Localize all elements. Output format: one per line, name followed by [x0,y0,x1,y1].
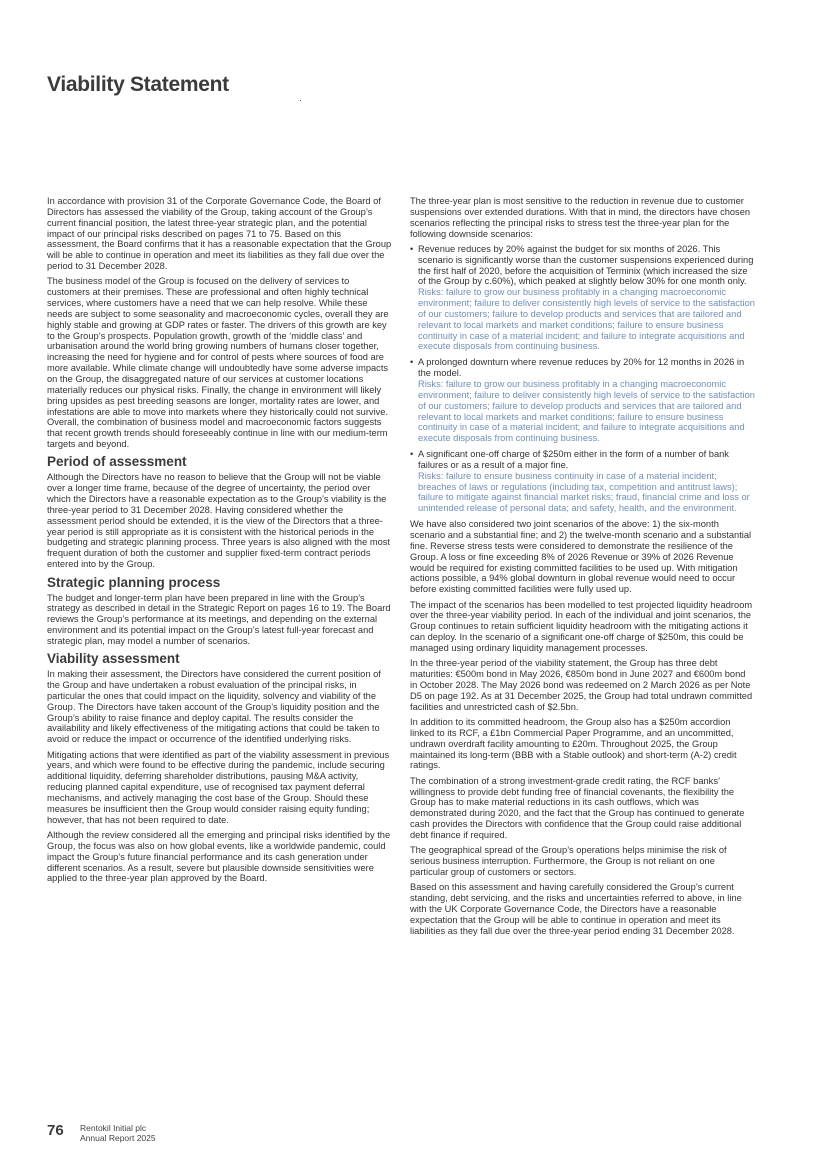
right-column [410,196,755,941]
page-title: Viability Statement [47,73,229,96]
period-of-assessment-heading: Period of assessment [47,454,187,470]
decorative-dot [300,100,301,101]
scenario-item [410,244,755,352]
page-number: 76 [47,1122,64,1139]
review-focus-paragraph: Although the review considered all the emerging and principal risks identified by the Group, the focus was also on how global events, like a worldwide pandemic, could impact the Group’s future financial performance and its cash generation under different scenarios. As a result, severe but plausible downside sensitivities were applied to the three-year plan approved by the Board. [47,830,391,884]
scenario-risks: Risks: failure to grow our business profitably in a changing macroeconomic environment; failure to deliver consistently high levels of service to the satisfaction of our customers; failure to develop products and services that are tailored and relevant to local markets and market conditions; failure to ensure business continuity in case of a material incident; and failure to integrate acquisitions and execute disposals from continuing business. [418,379,755,444]
intro-paragraph: In accordance with provision 31 of the Corporate Governance Code, the Board of Directors has assessed the viability of the Group, taking account of the Group’s current financial position, the latest three-year strategic plan, and the potential impact of our principal risks described on pages 71 to 75. Based on this assessment, the Board confirms that it has a reasonable expectation that the Group will be able to continue in operation and meet its liabilities as they fall due over the period to 31 December 2028. [47,196,392,272]
mitigating-actions-paragraph: Mitigating actions that were identified as part of the viability assessment in previous years, and which were found to be effective during the pandemic, include securing additional liquidity, deferring shareholder distributions, pausing M&A activity, reducing planned capital expenditure, use of recognised tax payment deferral mechanisms, and actively managing the cost base of the Group. Should these measures be insufficient then the Group would consider raising equity funding; however, that has not been required to date. [47,749,390,825]
scenario-list [410,244,755,514]
scenario-risks: Risks: failure to ensure business continuity in case of a material incident; breaches of laws or regulations (including tax, competition and antitrust laws); failure to mitigate against financial market risks; fraud, financial crime and loss or unintended release of personal data; and safety, health, and the environment. [418,470,750,514]
scenarios-intro-paragraph: The three-year plan is most sensitive to the reduction in revenue due to customer suspensions over extended durations. With that in mind, the directors have chosen scenarios reflecting the principal risks to stress test the three-year plan for the following downside scenarios: [410,196,751,239]
report-label [80,1123,156,1143]
debt-maturities-paragraph: In the three-year period of the viability statement, the Group has three debt maturities: €500m bond in May 2026, €850m bond in June 2027 and €600m bond in October 2028. The May 2026 bond was redeemed on 2 March 2026 as per Note D5 on page 192. As at 31 December 2025, the Group had total undrawn committed facilities and unrestricted cash of $2.5bn. [410,658,753,712]
business-model-paragraph: The business model of the Group is focused on the delivery of services to customers at their premises. These are professional and often highly technical services, where customers have a need that we can help resolve. While these needs are subject to some seasonality and macroeconomic cycles, overall they are highly stable and growing at GDP rates or faster. The drivers of this growth are key to the Group’s prospects. Population growth, growth of the ‘middle class’ and urbanisation around the world bring growing numbers of humans closer together, increasing the need for hygiene and for control of pests where sources of food are more available. While climate change will undoubtedly have some adverse impacts on the Group, the disaggregated nature of our services at customer locations materially reduces our physical risks. Finally, the change in environment will likely bring upsides as pest breeding seasons are longer, mortality rates are lower, and infestations are able to move into markets where they historically could not survive. Overall, the combination of business model and macroeconomic factors suggests that recent growth trends should foreseeably continue in line with our medium-term targets and beyond. [47,276,389,450]
company-name: Rentokil Initial plc [80,1123,147,1133]
scenario-text: A significant one-off charge of $250m either in the form of a number of bank failures or as a result of a major fine. [418,449,729,470]
scenario-text: Revenue reduces by 20% against the budget for six months of 2026. This scenario is significantly worse than the customer suspensions experienced during the first half of 2020, before the acquisition of Terminix (which increased the size of the Group by c.60%), which peaked at slightly below 30% for one month only. [418,243,754,287]
scenario-text: A prolonged downturn where revenue reduces by 20% for 12 months in 2026 in the model. [418,357,745,379]
conclusion-paragraph: Based on this assessment and having carefully considered the Group’s current standing, debt servicing, and the risks and uncertainties referred to above, in line with the UK Corporate Governance Code, the Directors have a reasonable expectation that the Group will be able to continue in operation and meet its liabilities as they fall due over the three-year period ending 31 December 2028. [410,882,742,936]
scenario-item [410,357,755,444]
left-column [47,196,392,889]
credit-rating-paragraph: The combination of a strong investment-grade credit rating, the RCF banks’ willingness to provide debt funding free of financial covenants, the flexibility the Group has to make material reductions in its cash outflows, which was demonstrated during 2020, and the fact that the Group has continued to generate cash provides the Directors with confidence that the Group could raise additional debt finance if required. [410,775,745,840]
scenario-risks: Risks: failure to grow our business profitably in a changing macroeconomic environment; failure to deliver consistently high levels of service to the satisfaction of our customers; failure to develop products and services that are tailored and relevant to local markets and market conditions; failure to ensure business continuity in case of a material incident; and failure to integrate acquisitions and execute disposals from continuing business. [418,287,755,352]
viability-assessment-heading: Viability assessment [47,651,180,667]
strategic-planning-heading: Strategic planning process [47,574,221,590]
scenario-impact-paragraph: The impact of the scenarios has been modelled to test projected liquidity headroom over the three-year viability period. In each of the individual and joint scenarios, the Group continues to retain sufficient liquidity headroom with the mitigating actions it can deploy. In the scenario of a significant one-off charge of $250m, this could be managed using ordinary liquidity management processes. [410,599,753,653]
period-of-assessment-paragraph: Although the Directors have no reason to believe that the Group will not be viable over a longer time frame, because of the degree of uncertainty, the period over which the Directors have a reasonable expectation as to the Group’s viability is the three-year period to 31 December 2028. Having considered whether the assessment period should be extended, it is the view of the Directors that a three-year period is still appropriate as it is consistent with the historical periods in the budgeting and strategic planning process. Three years is also aligned with the most frequent duration of both the customer and supplier fixed-term contract periods entered into by the Group. [47,472,390,570]
scenario-item [410,449,755,514]
strategic-planning-paragraph: The budget and longer-term plan have been prepared in line with the Group’s strategy as described in detail in the Strategic Report on pages 16 to 19. The Board reviews the Group’s performance at its meetings, and depending on the external environment and its potential impact on the Group’s latest full-year forecast and strategic plan, may model a number of scenarios. [47,592,391,646]
committed-headroom-paragraph: In addition to its committed headroom, the Group also has a $250m accordion linked to its RCF, a £1bn Commercial Paper Programme, and an uncommitted, undrawn overdraft facility amounting to £20m. Throughout 2025, the Group maintained its long-term (BBB with a Stable outlook) and short-term (A-2) credit ratings. [410,716,737,771]
report-name: Annual Report 2025 [80,1133,156,1143]
viability-assessment-paragraph: In making their assessment, the Directors have considered the current position of the Group and have undertaken a robust evaluation of the principal risks, in particular the ones that could impact on the liquidity, solvency and viability of the Group. The Directors have taken account of the Group’s liquidity position and the Group’s ability to raise finance and deploy capital. The results consider the availability and likely effectiveness of the mitigating actions that could be taken to avoid or reduce the impact or occurrence of the identified underlying risks. [47,669,381,745]
geographical-spread-paragraph: The geographical spread of the Group’s operations helps minimise the risk of serious business interruption. Furthermore, the Group is not reliant on one particular group of customers or sectors. [410,845,727,877]
joint-scenarios-paragraph: We have also considered two joint scenarios of the above: 1) the six-month scenario and a substantial fine; and 2) the twelve-month scenario and a substantial fine. Reverse stress tests were considered to demonstrate the resilience of the Group. A loss or fine exceeding 8% of 2026 Revenue or 39% of 2026 Revenue would be required for existing committed facilities to be used up. With mitigation actions possible, a 94% global downturn in global revenue would need to occur before existing committed facilities were fully used up. [410,519,752,595]
